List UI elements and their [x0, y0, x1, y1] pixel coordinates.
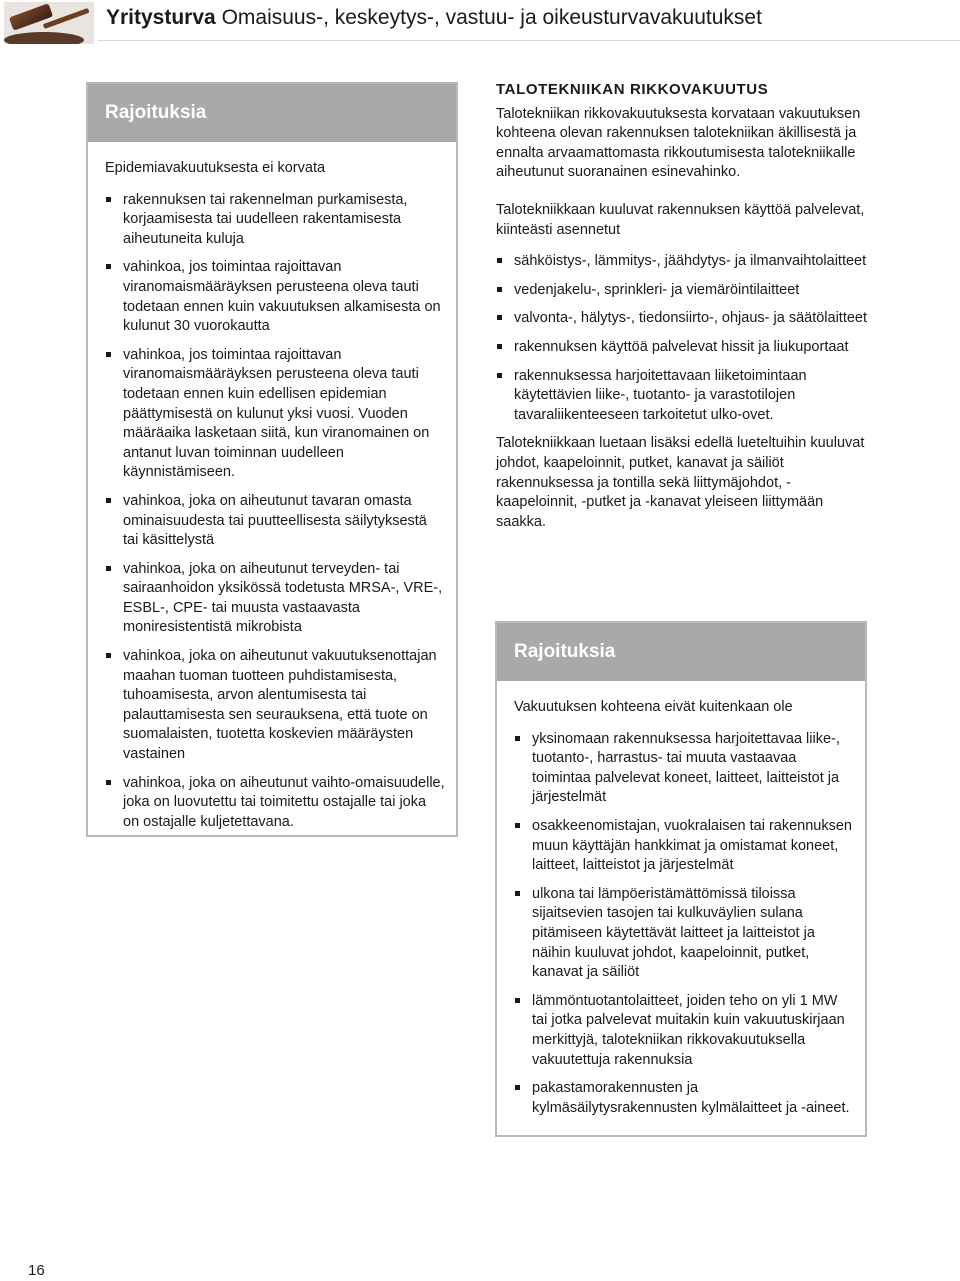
list-item: sähköistys-, lämmitys-, jäähdytys- ja ilmanvaihtolaitteet	[496, 252, 872, 272]
bullet-list	[105, 191, 446, 833]
box-intro: Vakuutuksen kohteena eivät kuitenkaan ole	[514, 699, 793, 715]
page-title	[106, 6, 762, 30]
bullet-list	[496, 252, 872, 425]
list-item: vedenjakelu-, sprinkleri- ja viemäröintilaitteet	[496, 281, 872, 301]
title-text: Omaisuus-, keskeytys-, vastuu- ja oikeusturvavakuutukset	[221, 6, 762, 29]
brand-name: Yritysturva	[106, 6, 216, 29]
list-item: yksinomaan rakennuksessa harjoitettavaa liike-, tuotanto-, harrastus- tai muuta vastaavaa toimintaa palvelevat koneet, laitteet, laitteistot ja järjestelmät	[514, 730, 855, 808]
list-item: ulkona tai lämpöeristämättömissä tiloissa sijaitsevien tasojen tai kulkuväylien sulana pitämiseen käytettävät laitteet ja laitteistot ja näihin kuuluvat johdot, kaapeloinnit, putket, kanavat ja säiliöt	[514, 885, 855, 983]
gavel-icon	[4, 2, 94, 44]
list-item: rakennuksen tai rakennelman purkamisesta, korjaamisesta tai uudelleen rakentamisesta aiheutuneita kuluja	[105, 191, 446, 250]
left-restrictions-box	[86, 82, 458, 837]
page-header	[0, 0, 960, 46]
list-item: vahinkoa, joka on aiheutunut terveyden- tai sairaanhoidon yksikössä todetusta MRSA-, VRE-, ESBL-, CPE- tai muusta vastaavasta moniresistentistä mikrobista	[105, 560, 446, 638]
list-item: vahinkoa, joka on aiheutunut vaihto-omaisuudelle, joka on luovutettu tai toimitettu ostajalle tai joka on ostajalle kuljetettavana.	[105, 774, 446, 833]
list-item: rakennuksen käyttöä palvelevat hissit ja liukuportaat	[496, 338, 872, 358]
list-item: vahinkoa, jos toimintaa rajoittavan viranomaismääräyksen perusteena oleva tauti todetaan ennen kuin vakuutuksen alkamisesta on kulunut 30 vuorokautta	[105, 258, 446, 336]
right-restrictions-box	[495, 621, 867, 1137]
list-item: osakkeenomistajan, vuokralaisen tai rakennuksen muun käyttäjän hankkimat ja omistamat koneet, laitteet, laitteistot ja järjestelmät	[514, 817, 855, 876]
page-number: 16	[28, 1262, 45, 1279]
section-paragraph: Talotekniikkaan kuuluvat rakennuksen käyttöä palvelevat, kiinteästi asennetut	[496, 201, 865, 238]
box-heading: Rajoituksia	[88, 84, 456, 142]
list-item: pakastamorakennusten ja kylmäsäilytysrakennusten kylmälaitteet ja -aineet.	[514, 1079, 855, 1118]
list-item: vahinkoa, joka on aiheutunut vakuutuksenottajan maahan tuoman tuotteen puhdistamisesta, tuhoamisesta, arvon alentumisesta tai palauttamisesta sen seurauksena, että tuote on suomalaisten, tuotetta koskevien määräysten vastainen	[105, 647, 446, 765]
list-item: valvonta-, hälytys-, tiedonsiirto-, ohjaus- ja säätölaitteet	[496, 309, 872, 329]
list-item: rakennuksessa harjoitettavaan liiketoimintaan käytettävien liike-, tuotanto- ja varastotilojen tavaraliikenteeseen tarkoitetut ulko-ovet.	[496, 367, 872, 426]
section-paragraph: Talotekniikan rikkovakuutuksesta korvataan vakuutuksen kohteena olevan rakennuksen talotekniikan äkillisestä ja ennalta arvaamattomasta rikkoutumisesta talotekniikalle aiheutunut suoranainen esinevahinko.	[496, 105, 861, 181]
section-title: TALOTEKNIIKAN RIKKOVAKUUTUS	[496, 81, 769, 98]
section-paragraph: Talotekniikkaan luetaan lisäksi edellä lueteltuihin kuuluvat johdot, kaapeloinnit, putket, kanavat ja säiliöt rakennuksessa ja tontilla sekä liittymäjohdot, -kaapeloinnit, -putket ja -kanavat yleiseen liittymään saakka.	[496, 435, 865, 530]
list-item: vahinkoa, jos toimintaa rajoittavan viranomaismääräyksen perusteena oleva tauti todetaan ennen kuin edellisen epidemian päättymisestä on kulunut yksi vuosi. Vuoden määräaika lasketaan siitä, kun viranomainen on antanut luvan toiminnan uudelleen käynnistämiseen.	[105, 346, 446, 483]
bullet-list	[514, 730, 855, 1119]
list-item: vahinkoa, joka on aiheutunut tavaran omasta ominaisuudesta tai puutteellisesta säilytyksestä tai käsittelystä	[105, 492, 446, 551]
box-heading: Rajoituksia	[497, 623, 865, 681]
list-item: lämmöntuotantolaitteet, joiden teho on yli 1 MW tai jotka palvelevat muitakin kuin vakuutuskirjaan merkittyjä, talotekniikan rikkovakuutuksella vakuutettuja rakennuksia	[514, 992, 855, 1070]
header-divider	[98, 40, 960, 41]
box-intro: Epidemiavakuutuksesta ei korvata	[105, 160, 326, 176]
talotekniikka-section	[496, 80, 872, 550]
